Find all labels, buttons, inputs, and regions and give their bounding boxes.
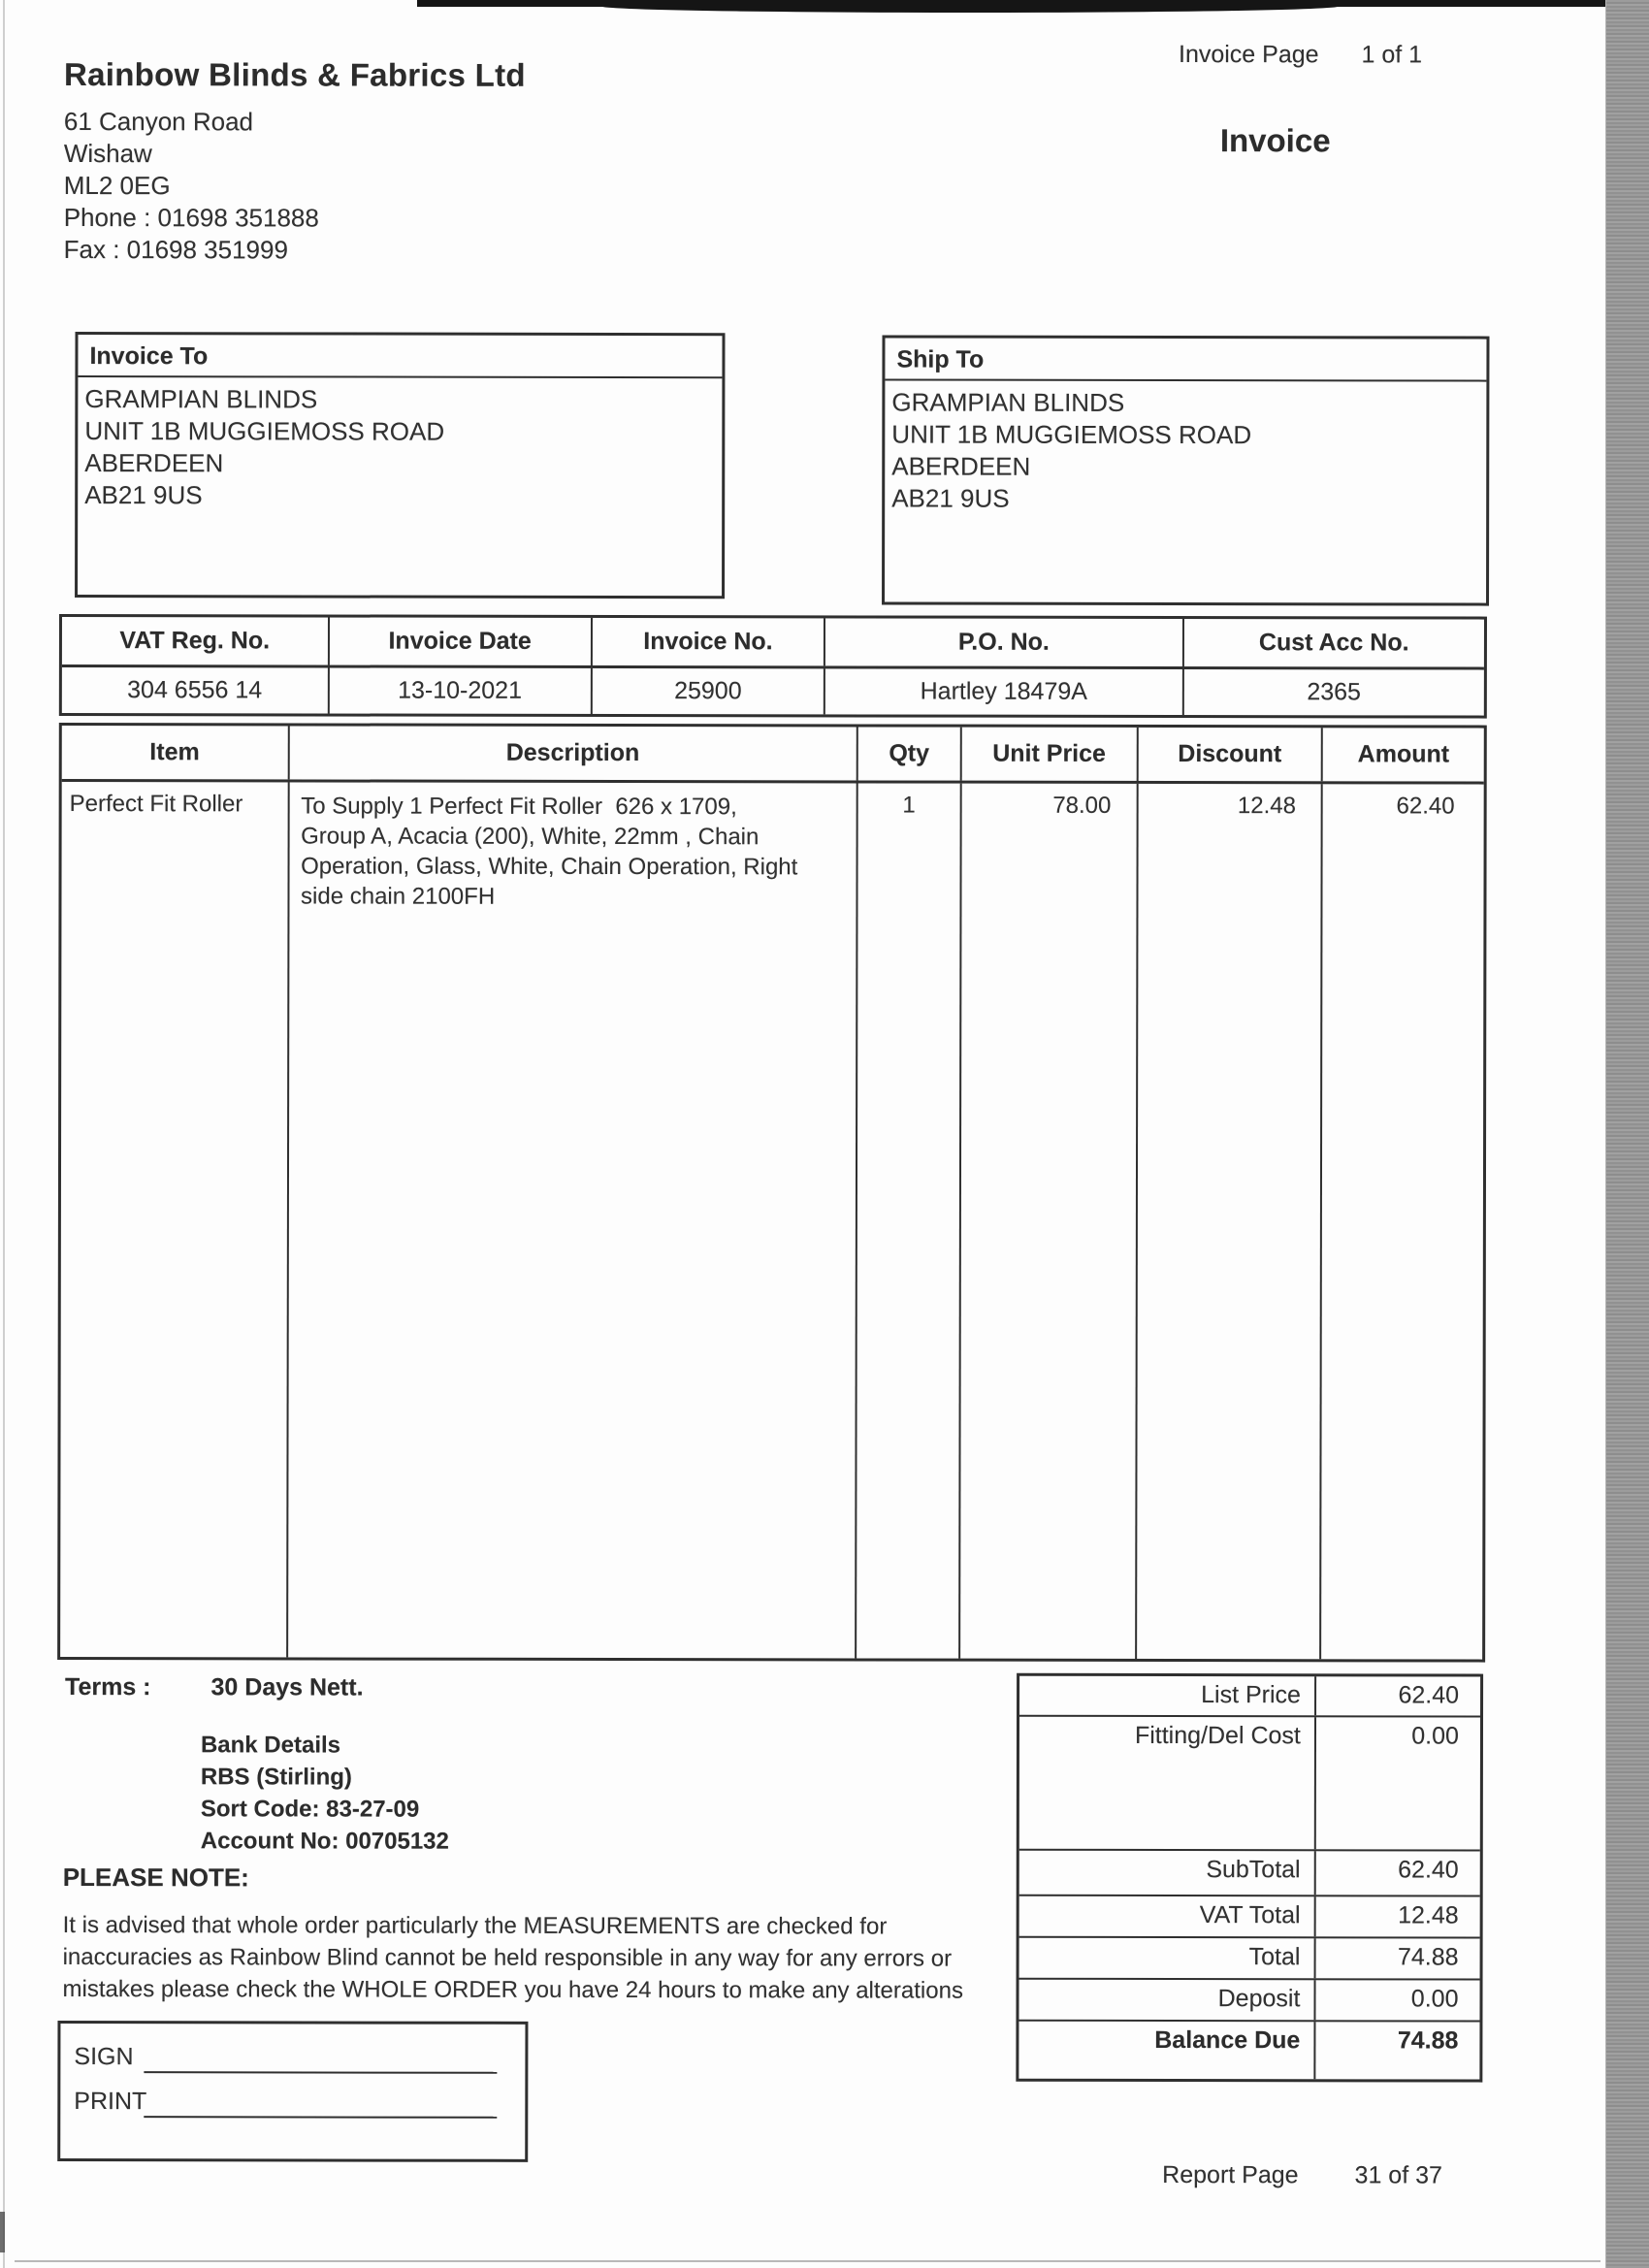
meta-value-row	[62, 667, 1484, 716]
items-table	[57, 723, 1487, 1663]
company-fax: Fax : 01698 351999	[63, 235, 288, 265]
invoice-page-label: Invoice Page	[1178, 41, 1319, 69]
items-header-item: Item	[62, 726, 290, 779]
scanner-edge-right-band	[1605, 0, 1649, 2268]
ship-to-address	[885, 380, 1486, 515]
items-header-discount: Discount	[1138, 728, 1323, 781]
address-line: UNIT 1B MUGGIEMOSS ROAD	[891, 419, 1252, 450]
sign-line	[144, 2071, 497, 2074]
company-phone: Phone : 01698 351888	[63, 203, 319, 233]
print-line	[144, 2116, 497, 2119]
company-name: Rainbow Blinds & Fabrics Ltd	[63, 56, 526, 93]
totals-row-list-price	[1019, 1676, 1480, 1718]
meta-header-invoice-date: Invoice Date	[330, 617, 593, 664]
address-line: UNIT 1B MUGGIEMOSS ROAD	[84, 416, 445, 446]
meta-header-vat-reg: VAT Reg. No.	[62, 617, 330, 664]
meta-value-cust-acc: 2365	[1307, 678, 1361, 706]
scanner-edge-left-line	[3, 0, 5, 2268]
totals-value: 0.00	[1410, 1985, 1459, 2013]
meta-value-vat-reg: 304 6556 14	[62, 667, 330, 713]
meta-value-invoice-date: 13-10-2021	[329, 667, 592, 713]
meta-value-po-no: Hartley 18479A	[825, 668, 1184, 715]
totals-row-balance-due	[1018, 2022, 1479, 2080]
invoice-page-indicator	[1179, 41, 1422, 69]
company-header	[64, 56, 526, 267]
totals-row-fitting-del-cost	[1019, 1717, 1480, 1852]
bank-details	[201, 1729, 449, 1857]
totals-row-subtotal	[1019, 1851, 1480, 1897]
invoice-to-box	[75, 332, 725, 599]
please-note-body: It is advised that whole order particularly the MEASUREMENTS are checked for inaccuracies as Rainbow Blind cannot be held responsible in any way for any errors or mistakes please check the WHOLE ORDER you have 24 hours to make any alterations	[62, 1912, 963, 2004]
meta-header-po-no: P.O. No.	[825, 618, 1184, 666]
company-address-line: 61 Canyon Road	[63, 107, 254, 137]
bank-details-title: Bank Details	[200, 1732, 341, 1759]
invoice-to-title: Invoice To	[78, 335, 722, 378]
item-qty-cell: 1	[857, 783, 962, 1658]
totals-row-deposit	[1018, 1980, 1479, 2023]
meta-header-invoice-no: Invoice No.	[593, 618, 826, 665]
scanner-edge-top-bulge	[601, 0, 1339, 13]
address-line: GRAMPIAN BLINDS	[891, 387, 1125, 417]
signature-box	[57, 2021, 528, 2162]
ship-to-box	[882, 335, 1489, 605]
bank-sort-code: Sort Code: 83-27-09	[200, 1796, 420, 1823]
address-line: AB21 9US	[891, 483, 1010, 513]
totals-box	[1016, 1673, 1483, 2083]
address-line: ABERDEEN	[891, 451, 1031, 481]
company-address-line: Wishaw	[63, 139, 152, 169]
item-name-cell: Perfect Fit Roller	[60, 782, 289, 1657]
totals-label: SubTotal	[1019, 1851, 1316, 1895]
item-description-cell: To Supply 1 Perfect Fit Roller 626 x 1709, Group A, Acacia (200), White, 22mm , Chain Operation, Glass, White, Chain Operation, Right side chain 2100FH	[288, 782, 858, 1658]
company-postcode: ML2 0EG	[63, 171, 171, 201]
item-discount-cell: 12.48	[1137, 784, 1323, 1659]
terms-row	[65, 1673, 364, 1702]
totals-value: 62.40	[1398, 1681, 1460, 1709]
totals-label: List Price	[1019, 1676, 1316, 1716]
bank-name: RBS (Stirling)	[200, 1764, 352, 1791]
address-line: GRAMPIAN BLINDS	[84, 384, 318, 414]
totals-label: Balance Due	[1018, 2022, 1315, 2080]
totals-label: Total	[1019, 1938, 1316, 1979]
invoice-to-address	[78, 377, 722, 512]
item-amount-cell: 62.40	[1396, 793, 1455, 820]
totals-row-total	[1019, 1938, 1480, 1981]
terms-value: 30 Days Nett.	[210, 1673, 364, 1701]
totals-value: 62.40	[1398, 1856, 1459, 1884]
totals-value: 12.48	[1398, 1901, 1459, 1929]
meta-header-row	[62, 617, 1484, 670]
invoice-meta-table	[59, 614, 1487, 719]
bank-account-no: Account No: 00705132	[200, 1828, 449, 1855]
please-note-heading: PLEASE NOTE:	[62, 1863, 249, 1893]
company-address-block	[64, 106, 526, 267]
report-page-indicator	[1162, 2161, 1442, 2190]
totals-value: 0.00	[1411, 1722, 1459, 1750]
totals-label: Fitting/Del Cost	[1019, 1717, 1316, 1850]
invoice-page-value: 1 of 1	[1361, 41, 1423, 69]
address-line: AB21 9US	[84, 480, 203, 510]
table-row	[60, 782, 1484, 1660]
items-header-amount: Amount	[1357, 740, 1450, 768]
totals-value: 74.88	[1397, 2026, 1459, 2055]
meta-value-invoice-no: 25900	[593, 668, 826, 714]
address-line: ABERDEEN	[84, 448, 224, 478]
invoice-title: Invoice	[1219, 122, 1331, 159]
totals-row-vat-total	[1019, 1896, 1480, 1939]
totals-label: VAT Total	[1019, 1896, 1316, 1937]
report-page-label: Report Page	[1162, 2160, 1299, 2189]
scanner-speck	[0, 2212, 5, 2252]
items-header-description: Description	[289, 726, 857, 780]
totals-value: 74.88	[1397, 1943, 1459, 1971]
items-header-unit-price: Unit Price	[962, 728, 1139, 781]
ship-to-title: Ship To	[885, 338, 1486, 381]
sign-label: SIGN	[74, 2043, 134, 2071]
items-header-qty: Qty	[858, 727, 962, 780]
totals-label: Deposit	[1018, 1980, 1315, 2021]
items-header-row	[62, 726, 1484, 785]
meta-header-cust-acc: Cust Acc No.	[1258, 629, 1409, 657]
terms-label: Terms :	[65, 1673, 151, 1701]
scanner-edge-bottom-line	[15, 2260, 1600, 2262]
report-page-value: 31 of 37	[1354, 2161, 1442, 2189]
print-label: PRINT	[74, 2088, 147, 2116]
item-unit-price-cell: 78.00	[960, 784, 1138, 1659]
